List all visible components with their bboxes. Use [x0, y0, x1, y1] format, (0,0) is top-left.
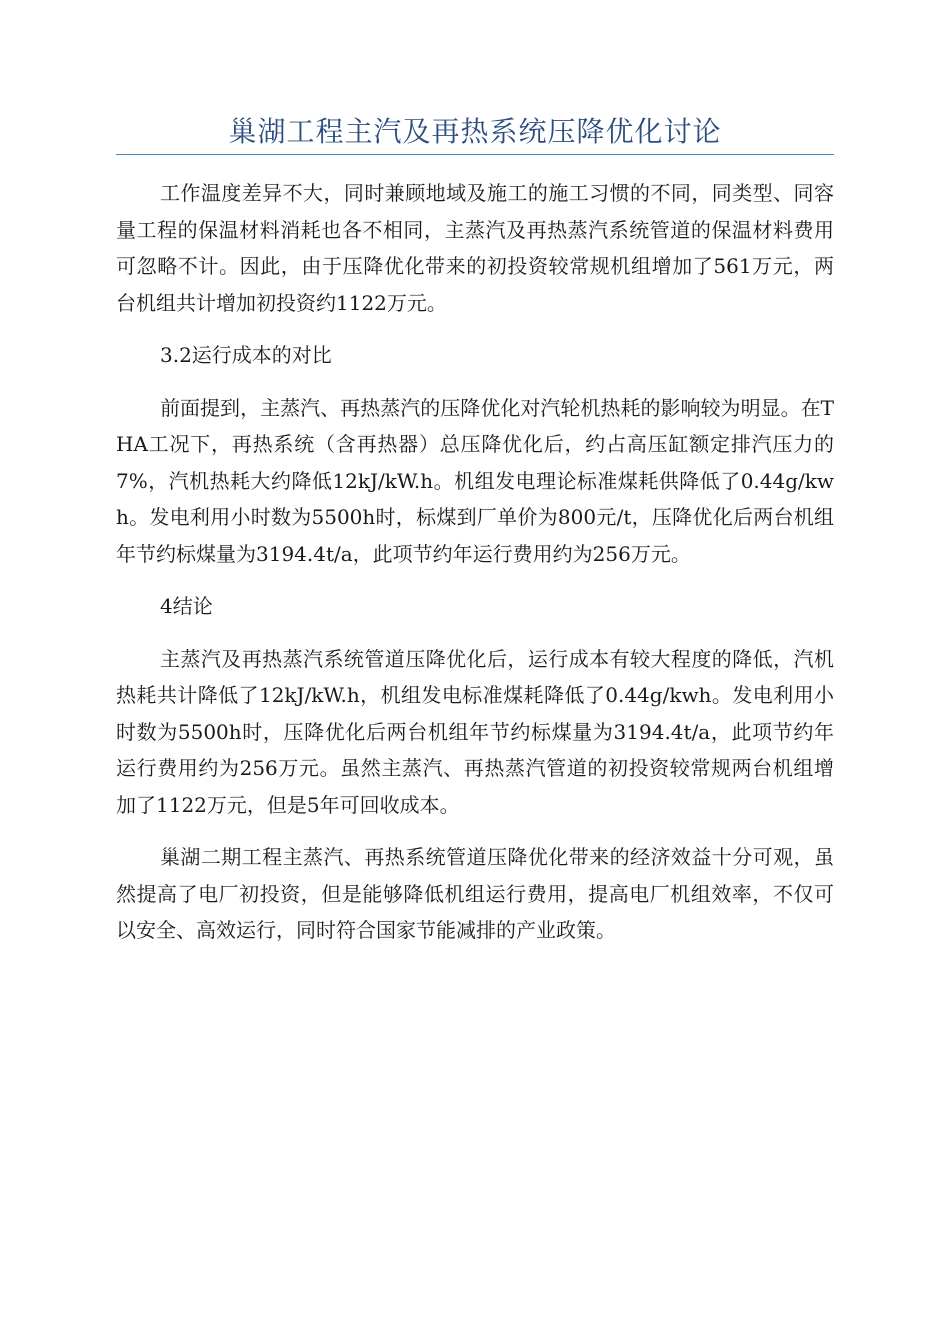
paragraph-summary: 巢湖二期工程主蒸汽、再热系统管道压降优化带来的经济效益十分可观，虽然提高了电厂初投资，但是能够降低机组运行费用，提高电厂机组效率，不仅可以安全、高效运行，同时符合国家节能减排的产业政策。 — [116, 845, 834, 942]
title-underline — [116, 154, 834, 155]
section-heading-operating-cost: 3.2运行成本的对比 — [160, 343, 332, 367]
document-title: 巢湖工程主汽及再热系统压降优化讨论 — [228, 115, 722, 148]
section-heading-conclusion: 4结论 — [160, 594, 213, 618]
paragraph-investment: 工作温度差异不大，同时兼顾地域及施工的施工习惯的不同，同类型、同容量工程的保温材料消耗也各不相同，主蒸汽及再热蒸汽系统管道的保温材料费用可忽略不计。因此，由于压降优化带来的初投资较常规机组增加了561万元，两台机组共计增加初投资约1122万元。 — [116, 181, 834, 315]
paragraph-operating-cost: 前面提到，主蒸汽、再热蒸汽的压降优化对汽轮机热耗的影响较为明显。在THA工况下，再热系统（含再热器）总压降优化后，约占高压缸额定排汽压力的7%，汽机热耗大约降低12kJ/kW.h。机组发电理论标准煤耗供降低了0.44g/kwh。发电利用小时数为5500h时，标煤到厂单价为800元/t，压降优化后两台机组年节约标煤量为3194.4t/a，此项节约年运行费用约为256万元。 — [116, 395, 834, 566]
document-body — [116, 175, 834, 965]
paragraph-conclusion: 主蒸汽及再热蒸汽系统管道压降优化后，运行成本有较大程度的降低，汽机热耗共计降低了12kJ/kW.h，机组发电标准煤耗降低了0.44g/kwh。发电利用小时数为5500h时，压降优化后两台机组年节约标煤量为3194.4t/a，此项节约年运行费用约为256万元。虽然主蒸汽、再热蒸汽管道的初投资较常规两台机组增加了1122万元，但是5年可回收成本。 — [116, 646, 834, 817]
